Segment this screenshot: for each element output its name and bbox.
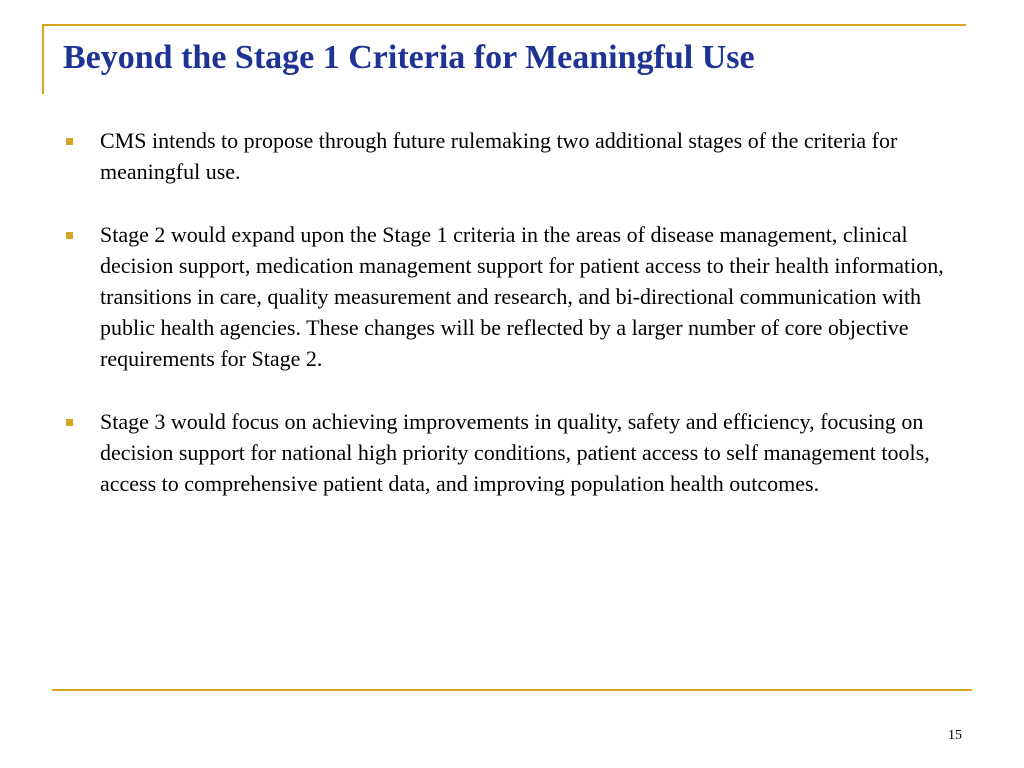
bullet-text-3: Stage 3 would focus on achieving improvements in quality, safety and efficiency, focusing on decision support for national high priority conditions, patient access to self management tools, access to comprehensive patient data, and improving population health outcomes.: [100, 409, 930, 496]
bullet-item-1: [64, 125, 974, 187]
square-bullet-icon: [66, 138, 73, 145]
bullet-text-2: Stage 2 would expand upon the Stage 1 criteria in the areas of disease management, clinical decision support, medication management support for patient access to their health information, transitions in care, quality measurement and research, and bi-directional communication with public health agencies. These changes will be reflected by a larger number of core objective requirements for Stage 2.: [100, 222, 944, 371]
bullet-item-3: [64, 406, 974, 499]
title-bracket-left-rule: [42, 24, 44, 94]
square-bullet-icon: [66, 232, 73, 239]
footer-rule: [52, 689, 972, 691]
bullet-list: [64, 125, 974, 531]
bullet-text-1: CMS intends to propose through future rulemaking two additional stages of the criteria for meaningful use.: [100, 128, 898, 184]
title-bracket-top-rule: [42, 24, 966, 26]
bullet-item-2: [64, 219, 974, 374]
page-number: 15: [948, 728, 962, 743]
square-bullet-icon: [66, 419, 73, 426]
slide-title: Beyond the Stage 1 Criteria for Meaningful Use: [63, 39, 755, 76]
